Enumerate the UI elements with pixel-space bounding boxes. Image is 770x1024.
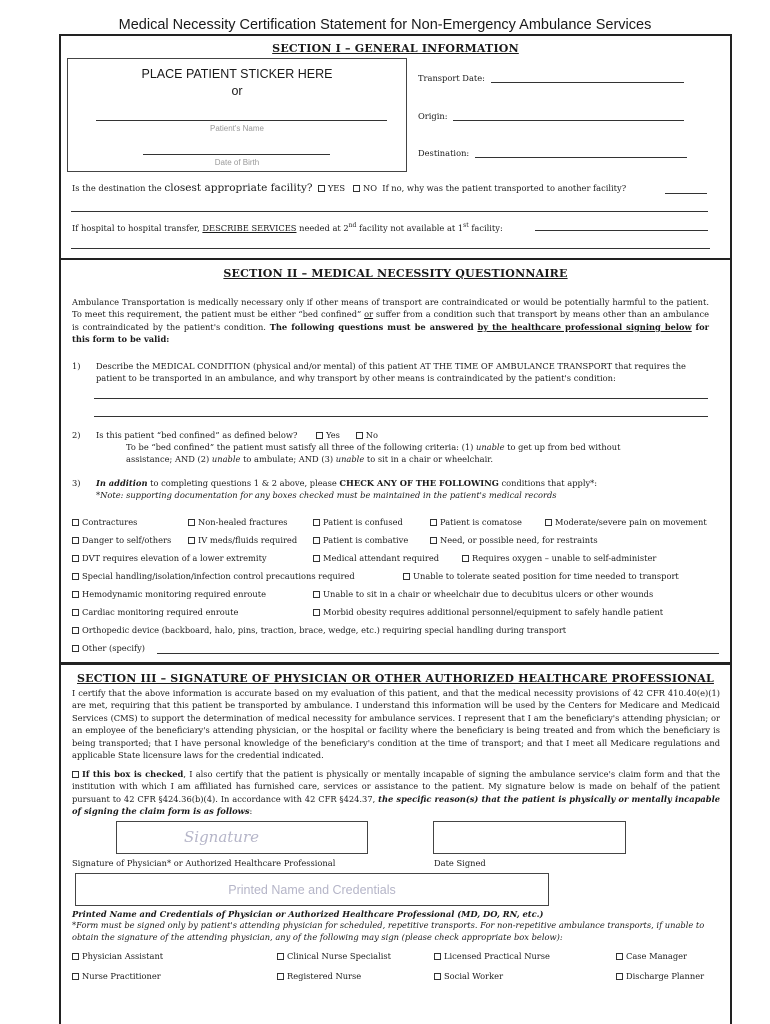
printed-name-placeholder: Printed Name and Credentials [228,883,396,897]
condition-restraints[interactable] [430,534,598,546]
condition-label: Hemodynamic monitoring required enroute [82,589,267,599]
role-label: Social Worker [444,971,504,981]
certification-statement: I certify that the above information is accurate based on my evaluation of this patient, and that the medical necessity provisions of 42 CFR 410.40(e)(1) are met, requiring that this patient be transported by ambulance. I understand this information will be used by the Centers for Medicare and Medicaid Services (CMS) to support the determination of medical necessity for ambulance services. I represent that I am the beneficiary's attending physician; or an employee of the beneficiary's attending physician, or the hospital or facility where the beneficiary is being treated and from which the beneficiary is being transported; that I have personal knowledge of the beneficiary's condition at the time of transport; and that I meet all Medicare regulations and applicable State licensure laws for the credential indicated. [72,688,720,761]
section-2-heading: SECTION II – MEDICAL NECESSITY QUESTIONNAIRE [223,267,568,280]
condition-label: Requires oxygen – unable to self-administer [472,553,657,563]
q2-def-unable-1: unable [475,442,505,452]
q2-no-checkbox[interactable] [356,432,363,439]
intro-bold-end: for this form to be valid: [72,321,709,345]
checkbox-icon[interactable] [72,591,79,598]
transport-date-field[interactable] [491,82,684,83]
h2h-question [72,220,503,234]
signature-placeholder: Signature [184,828,260,846]
q2-definition-line-1 [126,441,620,453]
role-label: Discharge Planner [626,971,705,981]
role-nurse-practitioner[interactable] [72,970,161,982]
patient-name-label: Patient's Name [210,124,264,133]
date-signed-label: Date Signed [434,858,486,868]
checkbox-icon[interactable] [72,537,79,544]
q2-definition-line-2 [126,453,493,465]
closest-q-pre: Is the destination the [72,183,162,193]
q1-text: Describe the MEDICAL CONDITION (physical and/or mental) of this patient AT THE TIME OF AMBULANCE TRANSPORT that requires the patient to be transported in an ambulance, and why transport by other means is contraindicated by the patient's condition: [96,361,686,384]
checkbox-icon[interactable] [188,519,195,526]
role-social-worker[interactable] [434,970,503,982]
checkbox-icon[interactable] [72,573,79,580]
closest-facility-question [72,182,626,194]
condition-morbid-obesity[interactable] [313,606,663,618]
closest-yes-label: YES [327,183,346,193]
sticker-instruction: PLACE PATIENT STICKER HERE [141,67,333,81]
necessity-intro [72,296,709,346]
h2h-services-field[interactable] [535,230,708,231]
q2-question [96,429,378,441]
h2h-services-line-2[interactable] [71,248,710,249]
condition-label: Patient is comatose [440,517,522,527]
h2h-end: facility: [471,222,503,233]
q3-note: *Note: supporting documentation for any boxes checked must be maintained in the patient's medical records [96,490,557,500]
q3-text-1: to completing questions 1 & 2 above, please [150,478,337,488]
dob-label: Date of Birth [214,158,260,167]
dob-line[interactable] [143,154,330,155]
checkbox-icon[interactable] [277,953,284,960]
q2-def-1: To be “bed confined” the patient must satisfy all three of the following criteria: (1) [126,442,474,452]
checkbox-icon[interactable] [72,645,79,652]
closest-yes-checkbox[interactable] [318,185,325,192]
role-physician-assistant[interactable] [72,950,163,962]
checkbox-icon[interactable] [72,519,79,526]
condition-label: Cardiac monitoring required enroute [82,607,239,617]
q3-text-2: conditions that apply*: [501,478,598,488]
form-title: Medical Necessity Certification Statement for Non-Emergency Ambulance Services [118,17,652,33]
condition-label: Patient is confused [323,517,403,527]
condition-label: Danger to self/others [82,535,172,545]
q2-def-unable-3: unable [335,454,365,464]
condition-label: Special handling/isolation/infection control precautions required [82,571,355,581]
h2h-mid: needed at 2 [299,222,349,233]
condition-decubitus[interactable] [313,588,653,600]
incapable-text: , I also certify that the patient is physically or mentally incapable of signing the ambulance service's claim form and that the institution with which I am affiliated has furnished care, services or assistance to the patient. My signature below is made on behalf of the patient pursuant to 42 CFR §424.36(b)(4). In accordance with 42 CFR §424.37, [72,769,721,804]
condition-label: Non-healed fractures [198,517,288,527]
checkbox-icon[interactable] [434,973,441,980]
role-label: Registered Nurse [287,971,362,981]
q1-answer-line-1[interactable] [94,398,708,399]
condition-label: Need, or possible need, for restraints [440,535,598,545]
condition-pain-on-movement[interactable] [545,516,707,528]
q2-yes-checkbox[interactable] [316,432,323,439]
q3-check-any: CHECK ANY OF THE FOLLOWING [339,478,499,488]
condition-contractures[interactable] [72,516,137,528]
checkbox-icon[interactable] [72,973,79,980]
q1-answer-line-2[interactable] [94,416,708,417]
q2-def-4: to ambulate; AND (3) [243,454,334,464]
condition-iv-meds[interactable] [188,534,297,546]
condition-label: Morbid obesity requires additional personnel/equipment to safely handle patient [323,607,664,617]
closest-no-checkbox[interactable] [353,185,360,192]
h2h-mid2: facility not available at 1 [359,222,464,233]
checkbox-icon[interactable] [430,537,437,544]
condition-label: Patient is combative [323,535,409,545]
condition-orthopedic[interactable] [72,624,566,636]
condition-label: Contractures [82,517,138,527]
checkbox-icon[interactable] [313,537,320,544]
printed-name-field[interactable] [75,873,549,906]
role-label: Physician Assistant [82,951,164,961]
h2h-sup-nd: nd [348,222,357,229]
intro-bold-underline: by the healthcare professional signing below [477,321,692,332]
q2-def-unable-2: unable [211,454,241,464]
section-3 [59,663,732,1024]
origin-field[interactable] [453,120,684,121]
q2-yes-label: Yes [325,430,340,440]
condition-seated-position[interactable] [403,570,679,582]
role-licensed-practical-nurse[interactable] [434,950,550,962]
condition-oxygen[interactable] [462,552,656,564]
condition-special-handling[interactable] [72,570,355,582]
condition-label: Medical attendant required [323,553,440,563]
other-specify-field[interactable] [157,653,719,654]
printed-name-caption: Printed Name and Credentials of Physician or Authorized Healthcare Professional (MD, DO, RN, etc.) [72,909,544,919]
closest-no-label: NO [362,183,378,193]
role-label: Case Manager [626,951,688,961]
condition-label: Unable to sit in a chair or wheelchair due to decubitus ulcers or other wounds [323,589,654,599]
closest-reason-field[interactable] [665,193,707,194]
checkbox-icon[interactable] [72,953,79,960]
transport-date-label: Transport Date: [418,73,485,83]
q1-number: 1) [72,361,81,371]
q3-in-addition: In addition [96,478,148,488]
closest-q-big: closest appropriate facility? [164,182,313,194]
condition-label: Orthopedic device (backboard, halo, pins, traction, brace, wedge, etc.) requiring special handling during transport [82,625,567,635]
condition-cardiac[interactable] [72,606,238,618]
checkbox-icon[interactable] [313,591,320,598]
patient-name-line[interactable] [96,120,387,121]
role-label: Clinical Nurse Specialist [287,951,391,961]
checkbox-icon[interactable] [434,953,441,960]
role-label: Licensed Practical Nurse [444,951,550,961]
section-3-heading: SECTION III – SIGNATURE OF PHYSICIAN OR OTHER AUTHORIZED HEALTHCARE PROFESSIONAL [77,672,714,685]
sticker-or: or [231,84,243,98]
section-1-heading: SECTION I – GENERAL INFORMATION [272,42,519,55]
role-registered-nurse[interactable] [277,970,361,982]
role-clinical-nurse-specialist[interactable] [277,950,391,962]
destination-field[interactable] [475,157,687,158]
q2-def-2: to get up from bed without [507,442,621,452]
incapable-statement [72,768,720,818]
signature-field[interactable] [116,821,368,854]
condition-hemodynamic[interactable] [72,588,266,600]
h2h-sup-st: st [463,222,469,229]
intro-or: or [364,309,374,320]
checkbox-icon[interactable] [616,953,623,960]
condition-label: Unable to tolerate seated position for time needed to transport [413,571,679,581]
checkbox-icon[interactable] [545,519,552,526]
checkbox-icon[interactable] [462,555,469,562]
q2-text: Is this patient “bed confined” as defined below? [96,430,298,440]
condition-combative[interactable] [313,534,408,546]
role-discharge-planner[interactable] [616,970,704,982]
intro-part-1: Ambulance Transportation is medically necessary only if other means of transport are contraindicated or would be potentially harmful to the patient. To meet this requirement, the patient must be either “bed confined” [72,297,709,320]
closest-reason-line-2[interactable] [71,211,708,212]
condition-label: DVT requires elevation of a lower extremity [82,553,267,563]
intro-part-2: suffer from a condition such that transport by means other than an ambulance is contraindicated by the patient's condition. [72,309,709,332]
h2h-describe-services: DESCRIBE SERVICES [202,222,297,233]
intro-bold: The following questions must be answered [269,321,474,332]
q3-instruction [96,477,597,489]
role-label: Nurse Practitioner [82,971,161,981]
condition-confused[interactable] [313,516,403,528]
destination-label: Destination: [418,148,470,158]
incapable-bold: If this box is checked [82,769,184,779]
condition-other[interactable] [72,642,145,654]
q2-def-5: to sit in a chair or wheelchair. [366,454,493,464]
role-case-manager[interactable] [616,950,687,962]
signature-label: Signature of Physician* or Authorized Healthcare Professional [72,858,336,868]
incapable-checkbox[interactable] [72,771,79,778]
q2-def-3: assistance; AND (2) [126,454,210,464]
condition-dvt[interactable] [72,552,267,564]
closest-q-post: If no, why was the patient transported to another facility? [382,183,627,193]
condition-label: Moderate/severe pain on movement [555,517,707,527]
condition-label: IV meds/fluids required [198,535,298,545]
q2-number: 2) [72,430,81,440]
condition-label: Other (specify) [82,643,146,653]
checkbox-icon[interactable] [72,627,79,634]
checkbox-icon[interactable] [277,973,284,980]
condition-danger[interactable] [72,534,171,546]
section-1 [59,34,732,260]
date-signed-field[interactable] [433,821,626,854]
checkbox-icon[interactable] [188,537,195,544]
incapable-colon: : [249,806,253,817]
q3-number: 3) [72,478,81,488]
signing-footnote: *Form must be signed only by patient's attending physician for scheduled, repetitive transports. For non-repetitive ambulance transports, if unable to obtain the signature of the attending physician, any of the following may sign (please check appropriate box below): [72,920,705,943]
checkbox-icon[interactable] [313,519,320,526]
checkbox-icon[interactable] [403,573,410,580]
q2-no-label: No [365,430,378,440]
checkbox-icon[interactable] [72,555,79,562]
condition-medical-attendant[interactable] [313,552,439,564]
patient-sticker-box [67,58,407,172]
checkbox-icon[interactable] [616,973,623,980]
h2h-pre: If hospital to hospital transfer, [72,222,200,233]
checkbox-icon[interactable] [72,609,79,616]
incapable-reason-label: the specific reason(s) that the patient is physically or mentally incapable of signing the claim form is as follows [72,793,721,817]
checkbox-icon[interactable] [313,609,320,616]
section-2 [59,258,732,664]
checkbox-icon[interactable] [430,519,437,526]
checkbox-icon[interactable] [313,555,320,562]
condition-comatose[interactable] [430,516,522,528]
origin-label: Origin: [418,111,448,121]
condition-non-healed-fractures[interactable] [188,516,288,528]
